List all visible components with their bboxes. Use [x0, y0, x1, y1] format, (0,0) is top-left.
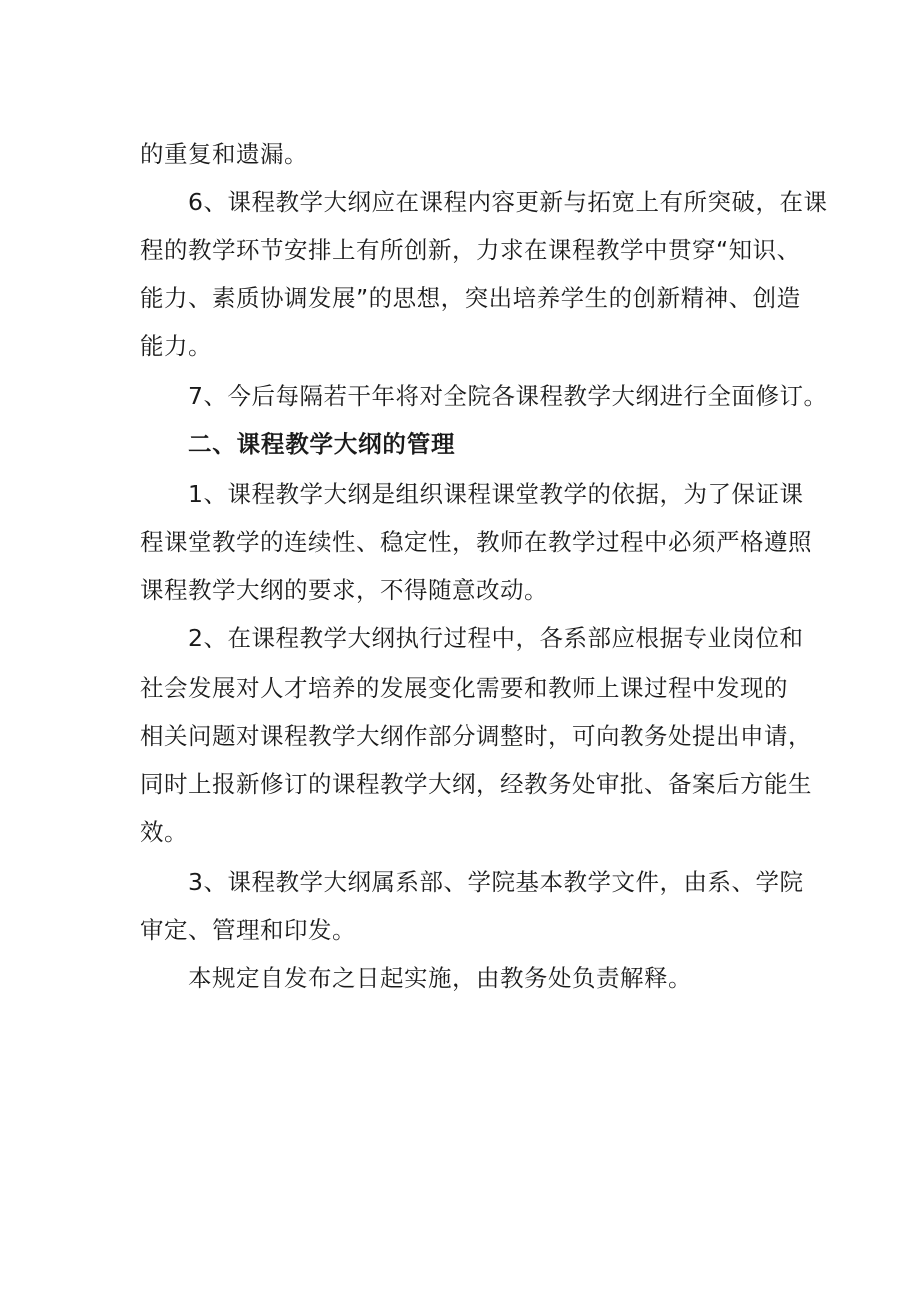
paragraph-line: 相关问题对课程教学大纲作部分调整时，可向教务处提出申请， [140, 722, 812, 750]
paragraph-line: 3、课程教学大纲属系部、学院基本教学文件，由系、学院 [188, 868, 804, 896]
paragraph-line: 6、课程教学大纲应在课程内容更新与拓宽上有所突破，在课 [188, 188, 828, 216]
paragraph-line: 效。 [140, 818, 188, 846]
paragraph-line: 审定、管理和印发。 [140, 916, 356, 944]
paragraph-line: 程的教学环节安排上有所创新，力求在课程教学中贯穿“知识、 [140, 236, 801, 264]
paragraph-line: 同时上报新修订的课程教学大纲，经教务处审批、备案后方能生 [140, 770, 812, 798]
closing-statement: 本规定自发布之日起实施，由教务处负责解释。 [188, 964, 692, 992]
paragraph-line: 社会发展对人才培养的发展变化需要和教师上课过程中发现的 [140, 674, 788, 702]
paragraph-line: 能力、素质协调发展”的思想，突出培养学生的创新精神、创造 [140, 284, 801, 312]
paragraph-line: 1、课程教学大纲是组织课程课堂教学的依据，为了保证课 [188, 480, 804, 508]
paragraph-line: 能力。 [140, 332, 212, 360]
section-heading: 二、课程教学大纲的管理 [188, 430, 456, 458]
paragraph-line: 的重复和遗漏。 [140, 140, 308, 168]
paragraph-line: 7、今后每隔若干年将对全院各课程教学大纲进行全面修订。 [188, 382, 828, 410]
paragraph-line: 2、在课程教学大纲执行过程中，各系部应根据专业岗位和 [188, 624, 804, 652]
paragraph-line: 课程教学大纲的要求，不得随意改动。 [140, 576, 548, 604]
paragraph-line: 程课堂教学的连续性、稳定性，教师在教学过程中必须严格遵照 [140, 528, 812, 556]
